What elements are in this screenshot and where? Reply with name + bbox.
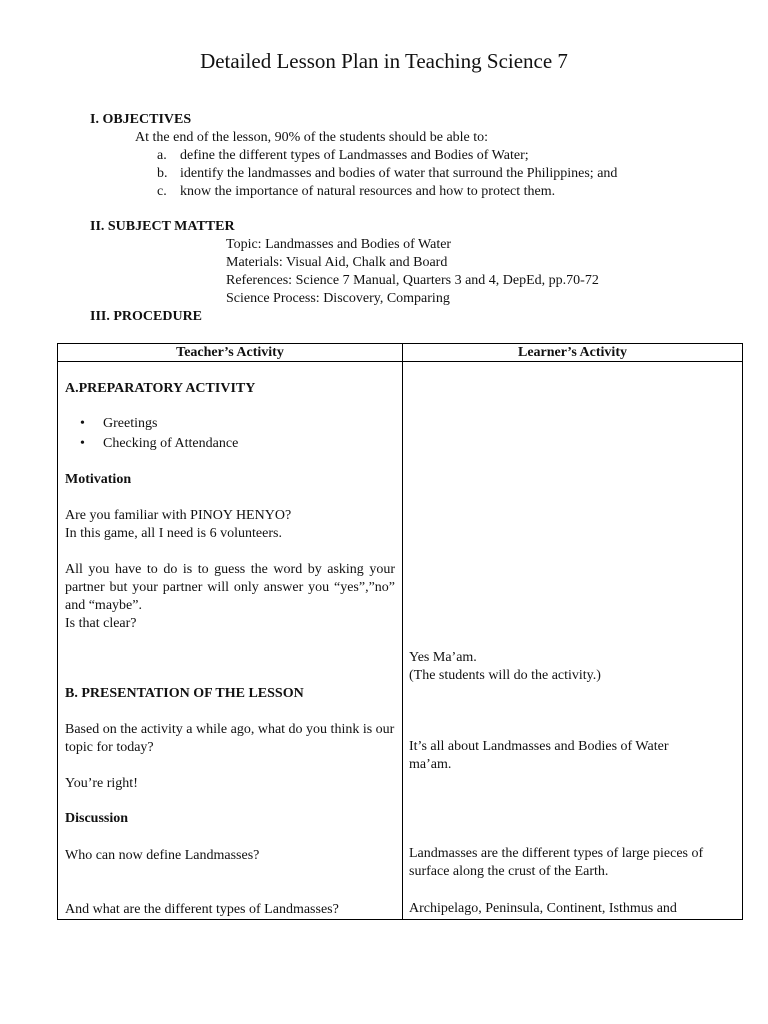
objectives-intro: At the end of the lesson, 90% of the students should be able to:: [135, 130, 489, 145]
objective-item-a: [157, 147, 529, 165]
subject-references: References: Science 7 Manual, Quarters 3 and 4, DepEd, pp.70-72: [226, 273, 599, 288]
familiar-question: Are you familiar with PINOY HENYO?: [65, 508, 292, 523]
topic-answer-line-1: It’s all about Landmasses and Bodies of Water: [409, 739, 669, 754]
objective-item-c: [157, 183, 555, 201]
page-title: Detailed Lesson Plan in Teaching Science 7: [200, 49, 568, 73]
procedure-table-body-row: [58, 362, 743, 920]
do-activity-note: (The students will do the activity.): [409, 668, 601, 683]
yes-maam-answer: Yes Ma’am.: [409, 650, 477, 665]
objective-marker: b.: [157, 166, 168, 181]
presentation-heading: B. PRESENTATION OF THE LESSON: [65, 686, 304, 701]
procedure-table: [57, 343, 743, 920]
topic-answer-line-2: ma’am.: [409, 757, 452, 772]
list-item: [58, 434, 388, 454]
topic-question: Based on the activity a while ago, what do you think is our topic for today?: [65, 722, 395, 755]
bullet-icon: •: [80, 436, 85, 451]
volunteers-line: In this game, all I need is 6 volunteers.: [65, 526, 282, 541]
bullet-text: Greetings: [103, 416, 158, 431]
objective-text: identify the landmasses and bodies of water that surround the Philippines; and: [180, 166, 618, 181]
learner-activity-header: Learner’s Activity: [403, 344, 743, 362]
objective-item-b: [157, 165, 617, 183]
preparatory-bullet-list: [58, 414, 388, 454]
teacher-activity-cell: [58, 362, 403, 920]
motivation-heading: Motivation: [65, 472, 132, 487]
types-landmasses-question: And what are the different types of Landmasses?: [65, 902, 339, 917]
bullet-icon: •: [80, 416, 85, 431]
landmasses-definition: Landmasses are the different types of large pieces of surface along the crust of the Earth.: [409, 846, 704, 879]
learner-activity-cell: [403, 362, 743, 920]
discussion-heading: Discussion: [65, 811, 129, 826]
landmasses-types-answer: Archipelago, Peninsula, Continent, Isthmus and: [409, 901, 677, 916]
subject-topic: Topic: Landmasses and Bodies of Water: [226, 237, 452, 252]
subject-materials: Materials: Visual Aid, Chalk and Board: [226, 255, 448, 270]
right-response: You’re right!: [65, 776, 138, 791]
procedure-table-header-row: [58, 344, 743, 362]
preparatory-activity-heading: A.PREPARATORY ACTIVITY: [65, 381, 256, 396]
objective-marker: a.: [157, 148, 167, 163]
game-instructions: All you have to do is to guess the word by asking your partner but your partner will only answer you “yes”,”no” and “maybe”.: [65, 562, 395, 613]
subject-matter-heading: II. SUBJECT MATTER: [90, 219, 235, 234]
bullet-text: Checking of Attendance: [103, 436, 239, 451]
procedure-heading: III. PROCEDURE: [90, 309, 203, 324]
objective-marker: c.: [157, 184, 167, 199]
subject-process: Science Process: Discovery, Comparing: [226, 291, 450, 306]
teacher-activity-header: Teacher’s Activity: [58, 344, 403, 362]
clear-question: Is that clear?: [65, 616, 137, 631]
list-item: [58, 414, 388, 434]
objective-text: know the importance of natural resources and how to protect them.: [180, 184, 556, 199]
objective-text: define the different types of Landmasses and Bodies of Water;: [180, 148, 529, 163]
objectives-heading: I. OBJECTIVES: [90, 112, 192, 127]
define-landmasses-question: Who can now define Landmasses?: [65, 848, 260, 863]
